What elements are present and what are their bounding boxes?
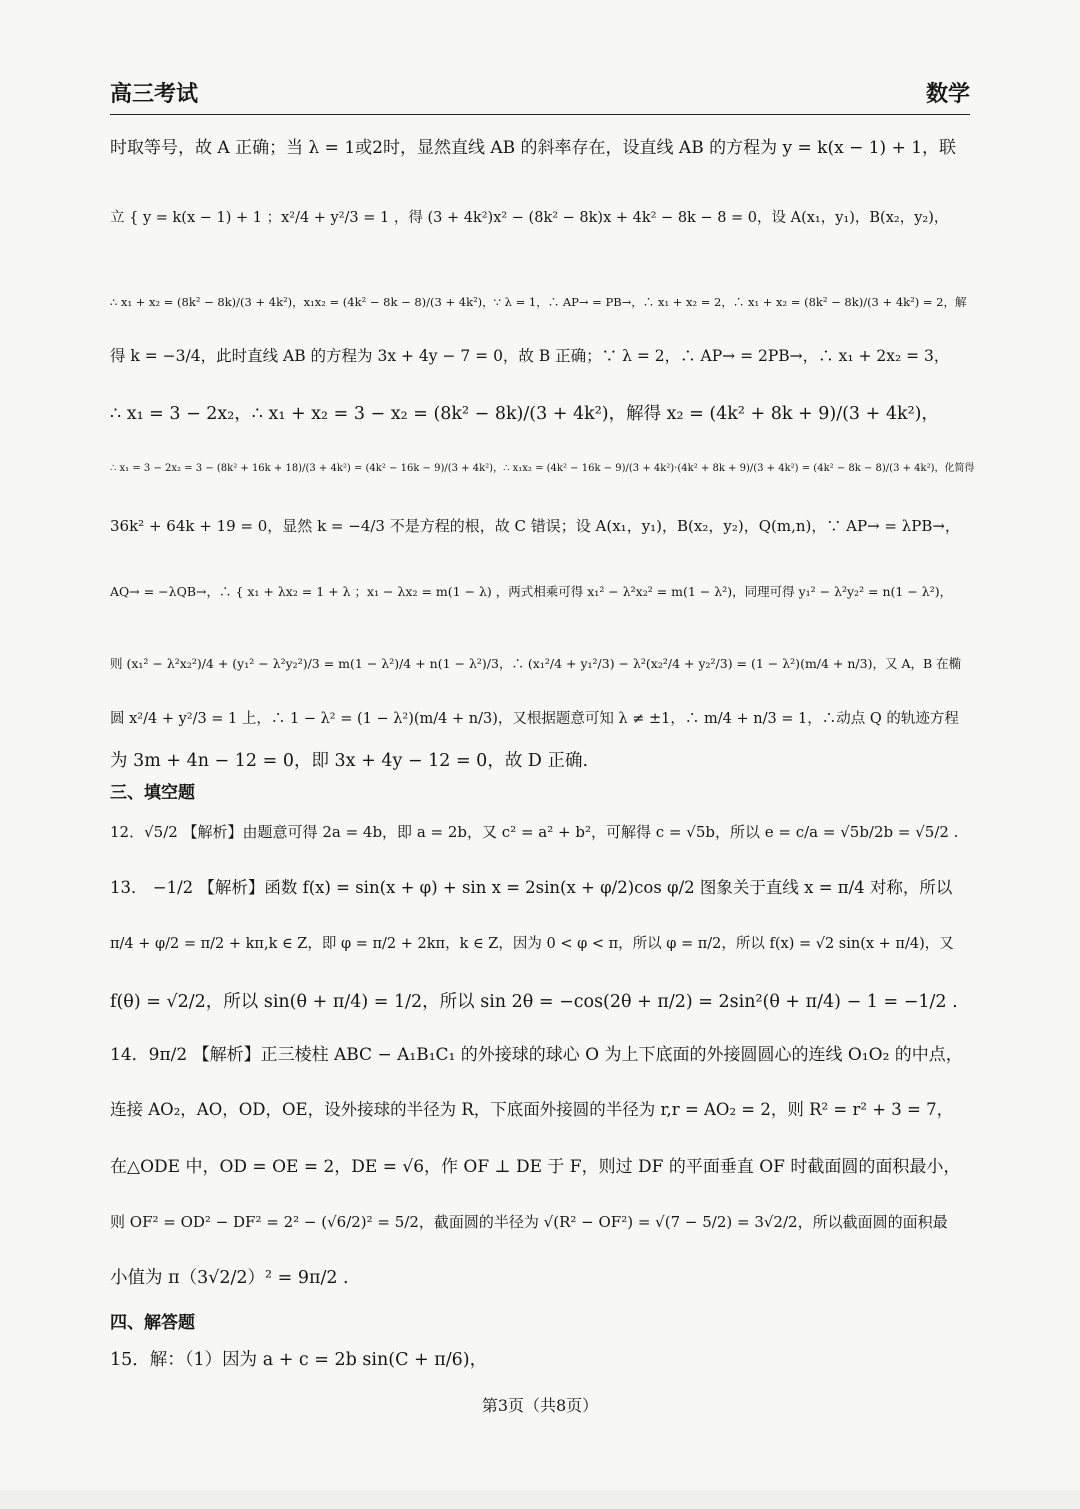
exam-title: 高三考试 — [110, 82, 199, 107]
text-line: 36k² + 64k + 19 = 0，显然 k = −4/3 不是方程的根，故 C 错误；设 A(x₁，y₁)，B(x₂，y₂)，Q(m,n)，∵ AP→ = λPB→， — [110, 517, 960, 535]
page-bottom-edge — [0, 1490, 1080, 1509]
page-header — [110, 78, 970, 115]
section-heading: 三、填空题 — [110, 783, 195, 803]
text-line: 小值为 π（3√2/2）² = 9π/2 . — [110, 1268, 349, 1288]
text-line: ∴ x₁ = 3 − 2x₂，∴ x₁ + x₂ = 3 − x₂ = (8k² − 8k)/(3 + 4k²)，解得 x₂ = (4k² + 8k + 9)/(3 + 4k²)， — [110, 404, 939, 424]
text-line: 时取等号，故 A 正确；当 λ = 1或2时，显然直线 AB 的斜率存在，设直线 AB 的方程为 y = k(x − 1) + 1，联 — [110, 138, 957, 158]
text-line: AQ→ = −λQB→，∴ { x₁ + λx₂ = 1 + λ ；x₁ − λx₂ = m(1 − λ) ，两式相乘可得 x₁² − λ²x₂² = m(1 − λ²)，同理可得 y₁² − λ²y₂² = n(1 − λ²)， — [110, 584, 953, 599]
text-line: 13． −1/2 【解析】函数 f(x) = sin(x + φ) + sin x = 2sin(x + φ/2)cos φ/2 图象关于直线 x = π/4 对称，所以 — [110, 878, 953, 897]
text-line: ∴ x₁ + x₂ = (8k² − 8k)/(3 + 4k²)，x₁x₂ = (4k² − 8k − 8)/(3 + 4k²)，∵ λ = 1，∴ AP→ = PB→，∴ x₁ + x₂ = 2，∴ x₁ + x₂ = (8k² − 8k)/(3 + 4k²) = 2，解 — [110, 295, 967, 309]
section-heading: 四、解答题 — [110, 1313, 195, 1333]
text-line: f(θ) = √2/2，所以 sin(θ + π/4) = 1/2，所以 sin 2θ = −cos(2θ + π/2) = 2sin²(θ + π/4) − 1 = −1/2 . — [110, 992, 958, 1012]
text-line: 在△ODE 中，OD = OE = 2，DE = √6，作 OF ⊥ DE 于 F，则过 DF 的平面垂直 OF 时截面圆的面积最小， — [110, 1157, 961, 1177]
text-line: ∴ x₁ = 3 − 2x₂ = 3 − (8k² + 16k + 18)/(3 + 4k²) = (4k² − 16k − 9)/(3 + 4k²)，∴ x₁x₂ = (4k² − 16k − 9)/(3 + 4k²)·(4k² + 8k + 9)/(3 + 4k²) = (4k² − 8k − 8)/(3 + 4k²)，化简得 — [110, 463, 975, 474]
text-line: 为 3m + 4n − 12 = 0，即 3x + 4y − 12 = 0，故 D 正确. — [110, 751, 589, 771]
text-line: 12．√5/2 【解析】由题意可得 2a = 4b，即 a = 2b，又 c² = a² + b²，可解得 c = √5b，所以 e = c/a = √5b/2b = √5/2 . — [110, 823, 959, 841]
text-line: 得 k = −3/4，此时直线 AB 的方程为 3x + 4y − 7 = 0，故 B 正确；∵ λ = 2，∴ AP→ = 2PB→，∴ x₁ + 2x₂ = 3， — [110, 347, 950, 365]
text-line: 则 (x₁² − λ²x₂²)/4 + (y₁² − λ²y₂²)/3 = m(1 − λ²)/4 + n(1 − λ²)/3，∴ (x₁²/4 + y₁²/3) − λ²(x₂²/4 + y₂²/3) = (1 − λ²)(m/4 + n/3)，又 A，B 在椭 — [110, 656, 962, 671]
text-line: 圆 x²/4 + y²/3 = 1 上，∴ 1 − λ² = (1 − λ²)(m/4 + n/3)，又根据题意可知 λ ≠ ±1，∴ m/4 + n/3 = 1，∴动点 Q 的轨迹方程 — [110, 711, 959, 727]
text-line: 14．9π/2 【解析】正三棱柱 ABC − A₁B₁C₁ 的外接球的球心 O 为上下底面的外接圆圆心的连线 O₁O₂ 的中点， — [110, 1045, 963, 1065]
subject-title: 数学 — [925, 82, 970, 107]
text-line: 则 OF² = OD² − DF² = 2² − (√6/2)² = 5/2，截面圆的半径为 √(R² − OF²) = √(7 − 5/2) = 3√2/2，所以截面圆的面积最 — [110, 1213, 948, 1231]
text-line: 连接 AO₂，AO，OD，OE，设外接球的半径为 R，下底面外接圆的半径为 r,r = AO₂ = 2，则 R² = r² + 3 = 7， — [110, 1100, 954, 1119]
text-line: π/4 + φ/2 = π/2 + kπ,k ∈ Z，即 φ = π/2 + 2kπ，k ∈ Z，因为 0 < φ < π，所以 φ = π/2，所以 f(x) = √2 sin(x + π/4)，又 — [110, 936, 954, 952]
page-number: 第3页（共8页） — [481, 1396, 599, 1415]
text-line: 立 { y = k(x − 1) + 1 ；x²/4 + y²/3 = 1 ，得 (3 + 4k²)x² − (8k² − 8k)x + 4k² − 8k − 8 = 0，设 A(x₁，y₁)，B(x₂，y₂)， — [110, 210, 949, 226]
text-line: 15．解：（1）因为 a + c = 2b sin(C + π/6)， — [110, 1350, 488, 1370]
